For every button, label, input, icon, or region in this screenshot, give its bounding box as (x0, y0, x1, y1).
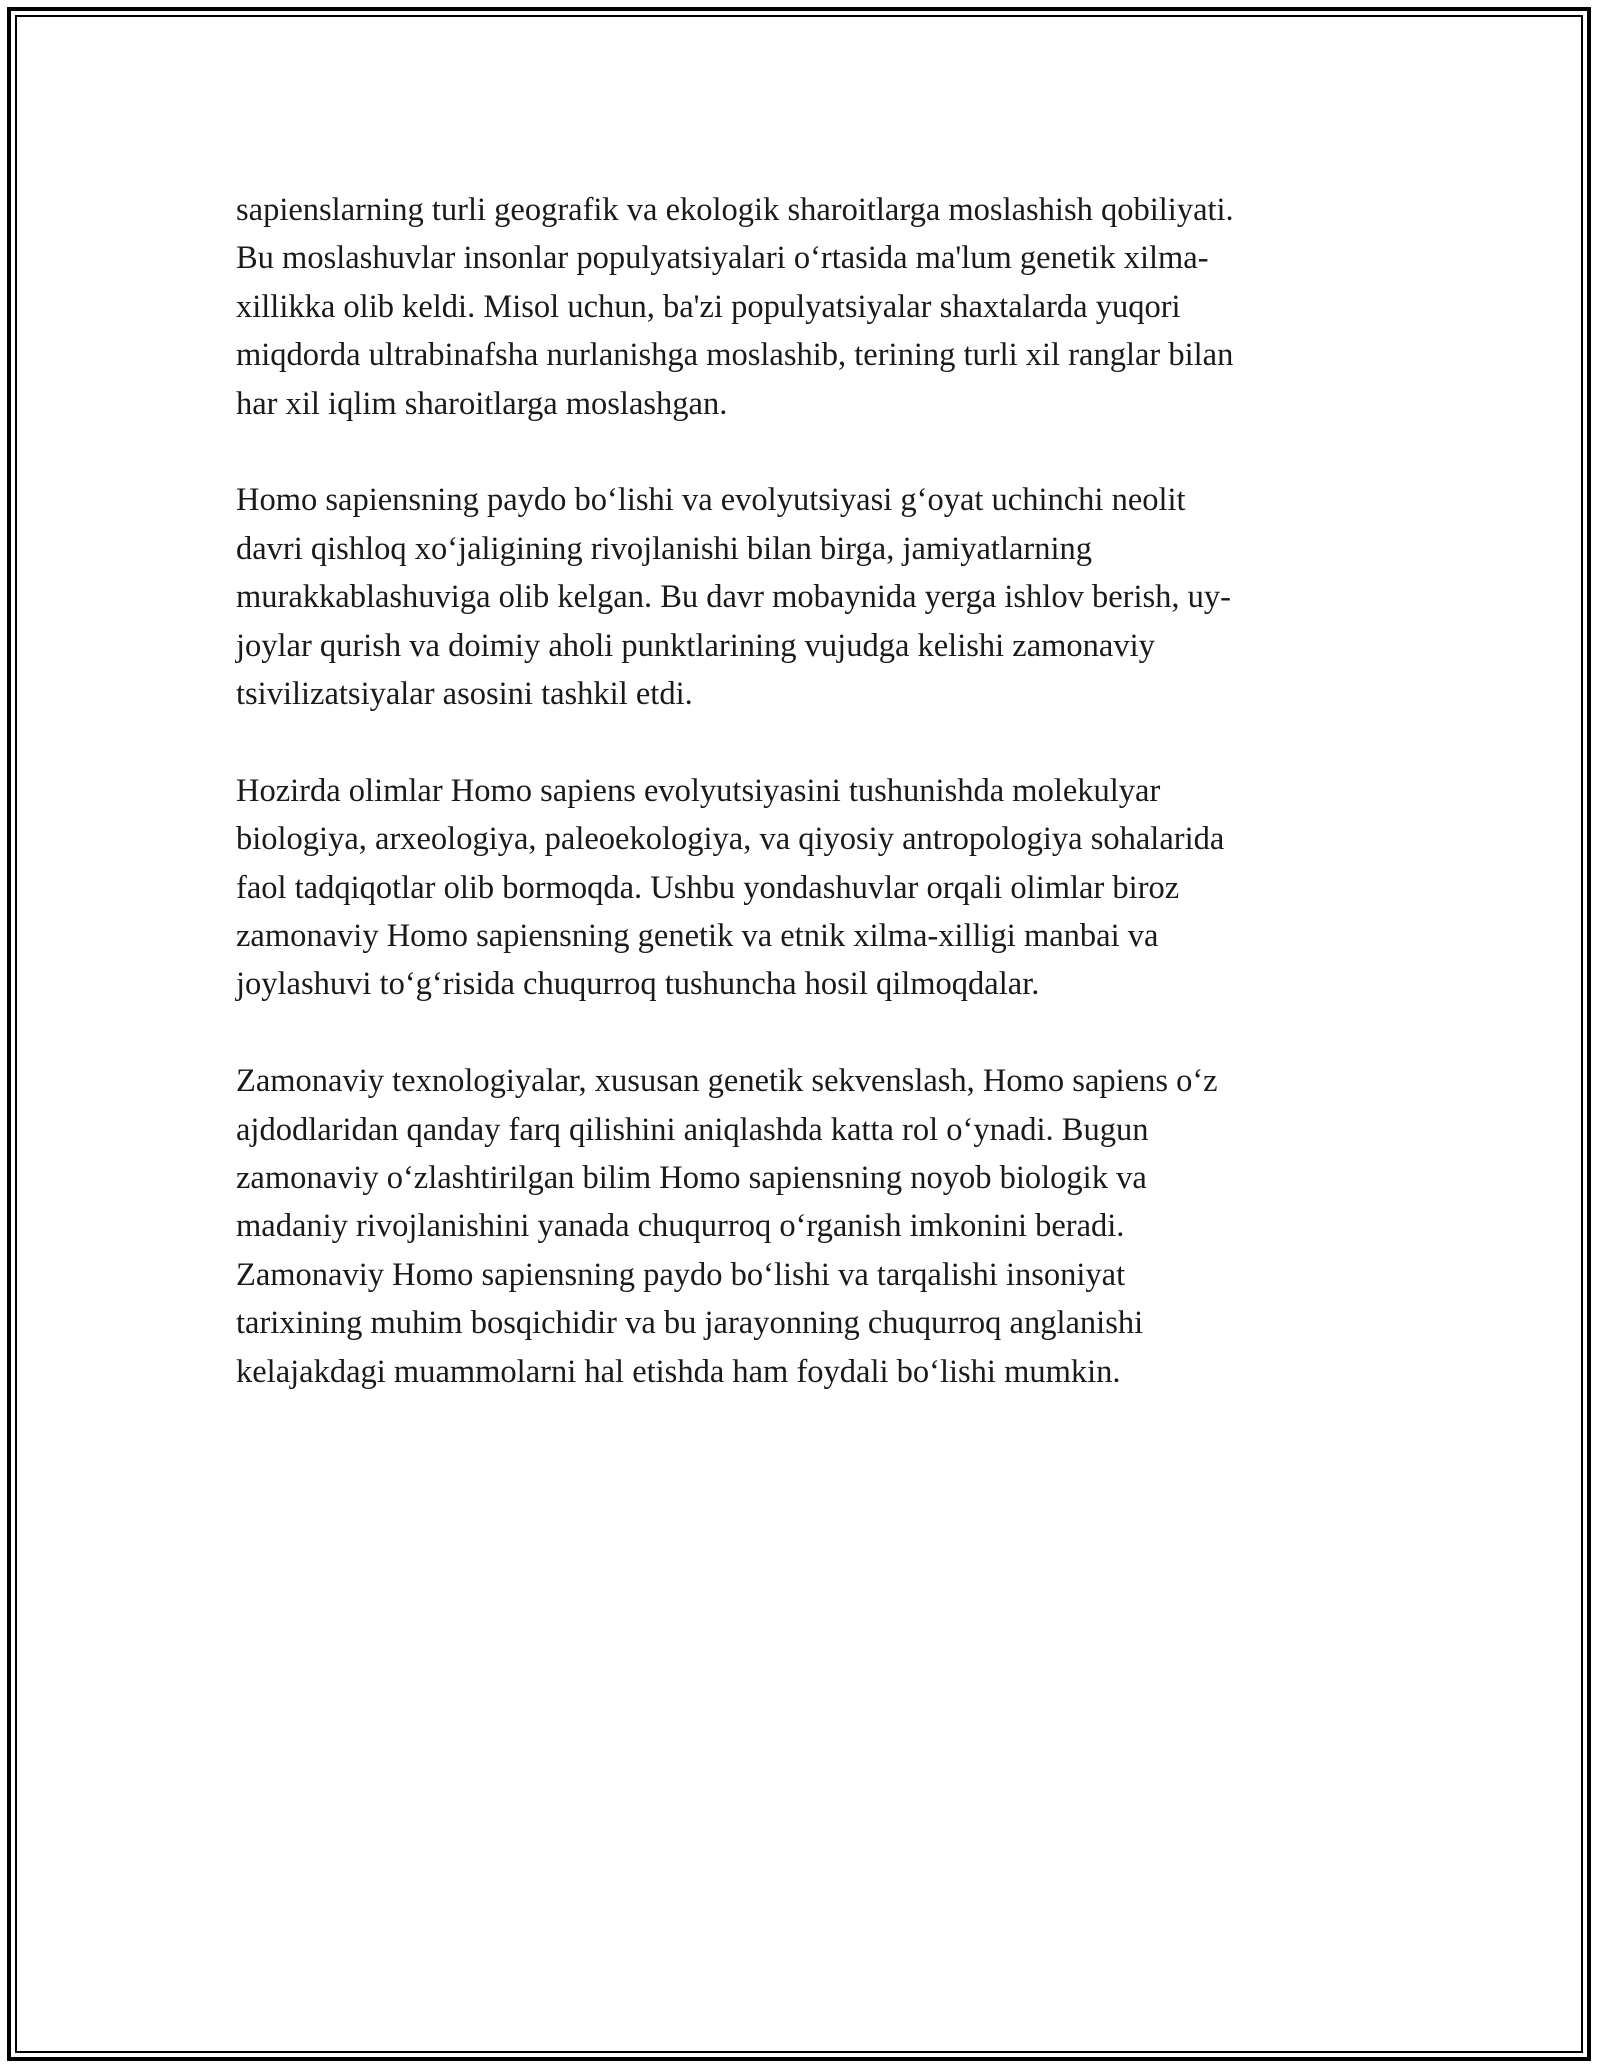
text-line: tarixining muhim bosqichidir va bu jarayonning chuqurroq anglanishi (236, 1305, 1144, 1342)
text-line: Zamonaviy Homo sapiensning paydo bo‘lishi va tarqalishi insoniyat (236, 1256, 1126, 1293)
text-line: murakkablashuviga olib kelgan. Bu davr mobaynida yerga ishlov berish, uy- (236, 579, 1231, 616)
paragraph-4 (236, 1057, 1366, 1396)
text-line: Zamonaviy texnologiyalar, xususan genetik sekvenslash, Homo sapiens o‘z (236, 1063, 1218, 1100)
text-line: Homo sapiensning paydo bo‘lishi va evolyutsiyasi g‘oyat uchinchi neolit (236, 482, 1186, 519)
text-line: faol tadqiqotlar olib bormoqda. Ushbu yondashuvlar orqali olimlar biroz (236, 869, 1180, 906)
text-line: madaniy rivojlanishini yanada chuqurroq o‘rganish imkonini beradi. (236, 1208, 1125, 1245)
text-line: miqdorda ultrabinafsha nurlanishga moslashib, terining turli xil ranglar bilan (236, 337, 1234, 374)
text-line: Hozirda olimlar Homo sapiens evolyutsiyasini tushunishda molekulyar (236, 772, 1161, 809)
text-line: zamonaviy o‘zlashtirilgan bilim Homo sapiensning noyob biologik va (236, 1160, 1147, 1197)
paragraph-1 (236, 186, 1366, 428)
text-line: xillikka olib keldi. Misol uchun, ba'zi populyatsiyalar shaxtalarda yuqori (236, 288, 1181, 325)
text-line: ajdodlaridan qanday farq qilishini aniqlashda katta rol o‘ynadi. Bugun (236, 1111, 1149, 1148)
paragraph-2 (236, 476, 1366, 718)
text-line: kelajakdagi muammolarni hal etishda ham foydali bo‘lishi mumkin. (236, 1353, 1121, 1390)
text-line: har xil iqlim sharoitlarga moslashgan. (236, 385, 728, 422)
text-line: zamonaviy Homo sapiensning genetik va etnik xilma-xilligi manbai va (236, 918, 1159, 955)
document-body (236, 186, 1366, 1445)
text-line: sapienslarning turli geografik va ekologik sharoitlarga moslashish qobiliyati. (236, 192, 1234, 228)
text-line: joylashuvi to‘g‘risida chuqurroq tushuncha hosil qilmoqdalar. (236, 966, 1040, 1003)
text-line: davri qishloq xo‘jaligining rivojlanishi bilan birga, jamiyatlarning (236, 530, 1092, 567)
text-line: tsivilizatsiyalar asosini tashkil etdi. (236, 676, 693, 713)
text-line: Bu moslashuvlar insonlar populyatsiyalari o‘rtasida ma'lum genetik xilma- (236, 240, 1209, 277)
text-line: joylar qurish va doimiy aholi punktlarining vujudga kelishi zamonaviy (236, 627, 1155, 664)
paragraph-3 (236, 767, 1366, 1009)
text-line: biologiya, arxeologiya, paleoekologiya, va qiyosiy antropologiya sohalarida (236, 821, 1225, 858)
